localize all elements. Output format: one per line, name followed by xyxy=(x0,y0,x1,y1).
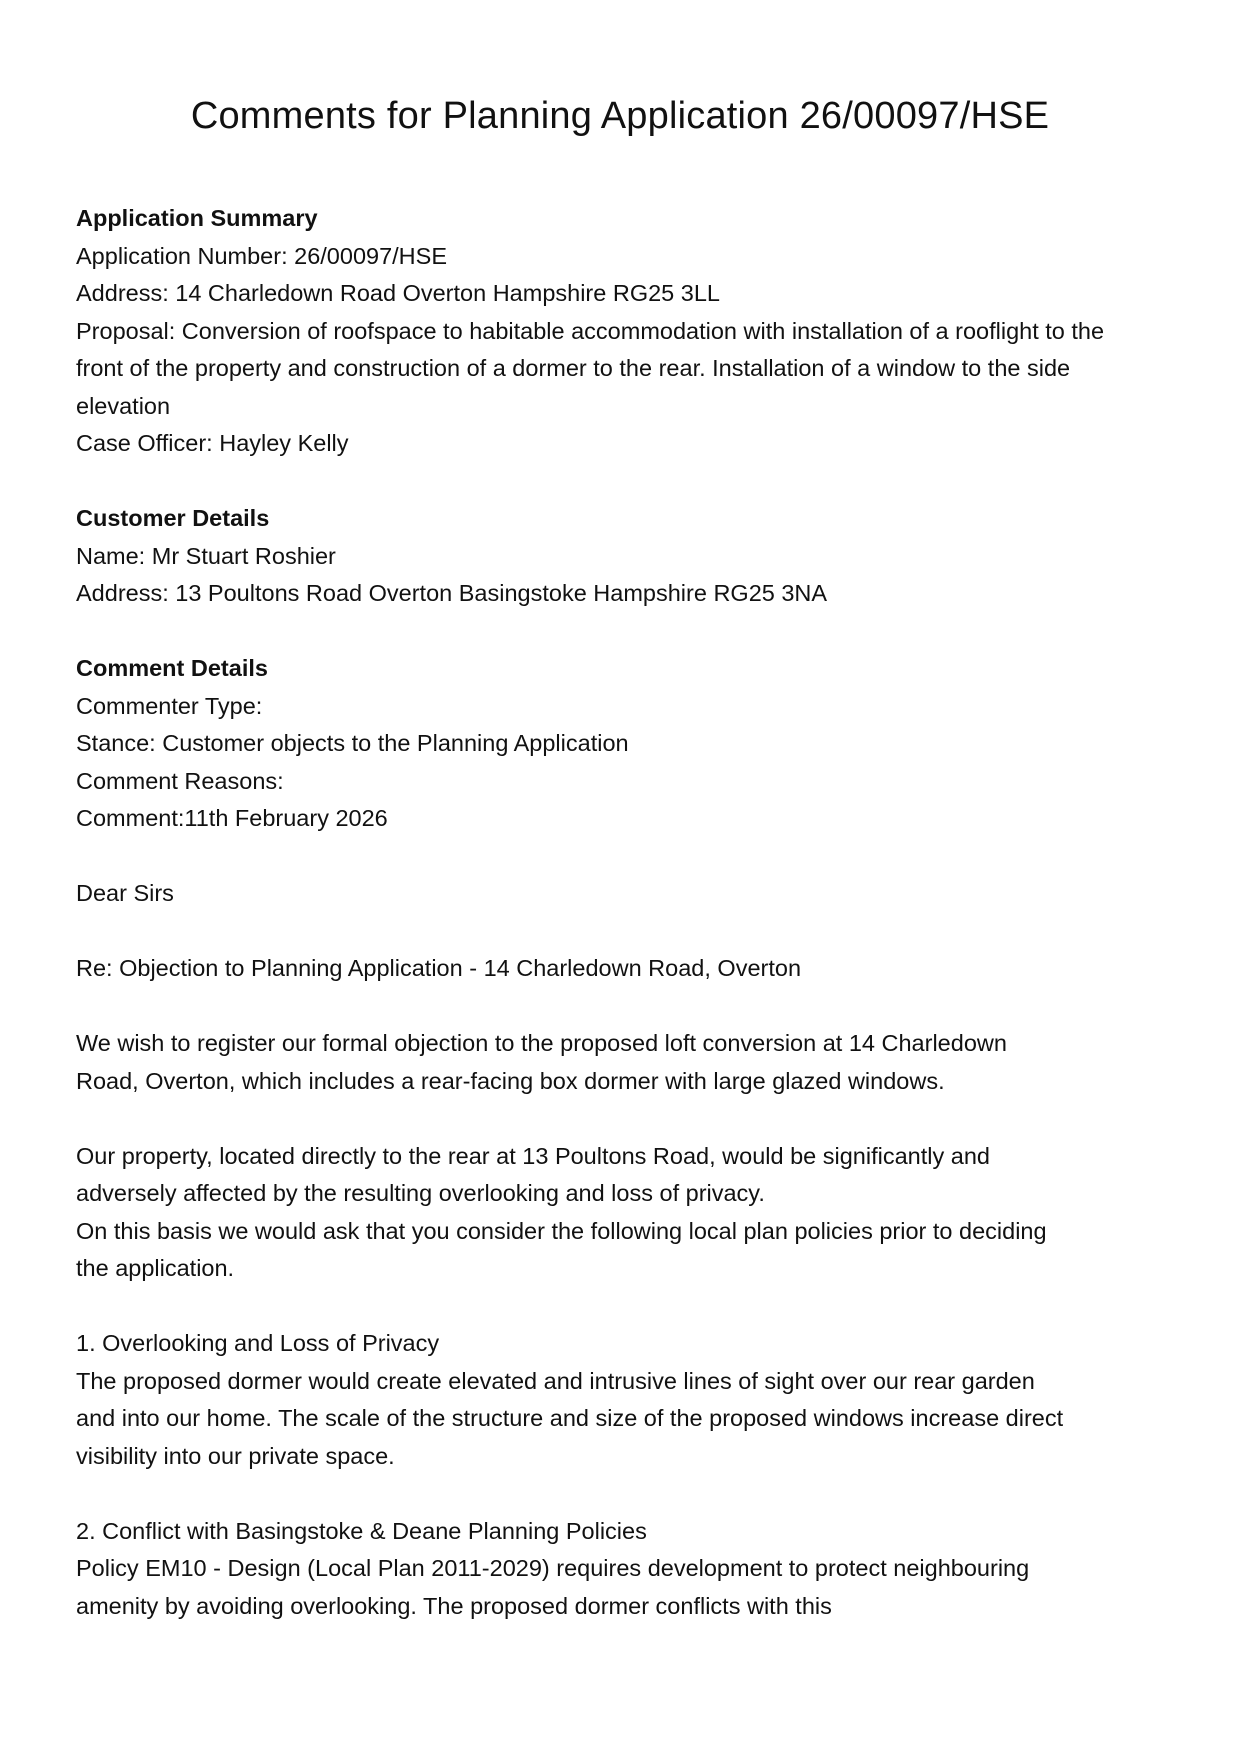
letter-salutation: Dear Sirs xyxy=(76,880,174,906)
customer-details-section xyxy=(76,500,1156,613)
letter-paragraph-2a: Our property, located directly to the rear at 13 Poultons Road, would be significantly and adversely affected by the resulting overlooking and loss of privacy. xyxy=(76,1142,990,1206)
point-2-text: Policy EM10 - Design (Local Plan 2011-2029) requires development to protect neighbouring amenity by avoiding overlooking. The proposed dormer conflicts with this xyxy=(76,1555,1030,1619)
case-officer: Case Officer: Hayley Kelly xyxy=(76,430,349,456)
customer-address: Address: 13 Poultons Road Overton Basingstoke Hampshire RG25 3NA xyxy=(76,580,828,606)
point-2-heading: 2. Conflict with Basingstoke & Deane Planning Policies xyxy=(76,1517,647,1544)
customer-details-heading: Customer Details xyxy=(76,505,270,531)
point-1-text: The proposed dormer would create elevated and intrusive lines of sight over our rear garden and into our home. The scale of the structure and size of the proposed windows increase direct visibility into our private space. xyxy=(76,1367,1064,1469)
application-number: Application Number: 26/00097/HSE xyxy=(76,242,447,269)
comment-stance: Stance: Customer objects to the Planning Application xyxy=(76,730,629,756)
comment-date: Comment:11th February 2026 xyxy=(76,805,388,831)
application-summary-heading: Application Summary xyxy=(76,205,318,231)
spacer xyxy=(76,1288,1156,1326)
commenter-type: Commenter Type: xyxy=(76,692,263,719)
spacer xyxy=(76,988,1156,1026)
letter-subject: Re: Objection to Planning Application - 14 Charledown Road, Overton xyxy=(76,955,802,981)
comment-details-section xyxy=(76,650,1156,838)
spacer xyxy=(76,463,1156,501)
application-address: Address: 14 Charledown Road Overton Hampshire RG25 3LL xyxy=(76,280,720,306)
spacer xyxy=(76,613,1156,651)
comment-details-heading: Comment Details xyxy=(76,655,268,681)
customer-name: Name: Mr Stuart Roshier xyxy=(76,542,336,569)
application-summary-section xyxy=(76,200,1156,463)
document-body xyxy=(76,200,1156,1625)
spacer xyxy=(76,838,1156,876)
letter-paragraph-2b: On this basis we would ask that you consider the following local plan policies prior to deciding the application. xyxy=(76,1217,1047,1281)
comment-reasons: Comment Reasons: xyxy=(76,767,284,794)
spacer xyxy=(76,1100,1156,1138)
application-proposal: Proposal: Conversion of roofspace to habitable accommodation with installation of a rooflight to the front of the property and construction of a dormer to the rear. Installation of a window to the side elevation xyxy=(76,317,1105,419)
spacer xyxy=(76,913,1156,951)
point-1-heading: 1. Overlooking and Loss of Privacy xyxy=(76,1330,440,1356)
spacer xyxy=(76,1475,1156,1513)
page-title: Comments for Planning Application 26/00097/HSE xyxy=(190,95,1050,137)
letter-paragraph-1: We wish to register our formal objection to the proposed loft conversion at 14 Charledown Road, Overton, which includes a rear-facing box dormer with large glazed windows. xyxy=(76,1030,1007,1094)
objection-letter xyxy=(76,875,1156,1625)
